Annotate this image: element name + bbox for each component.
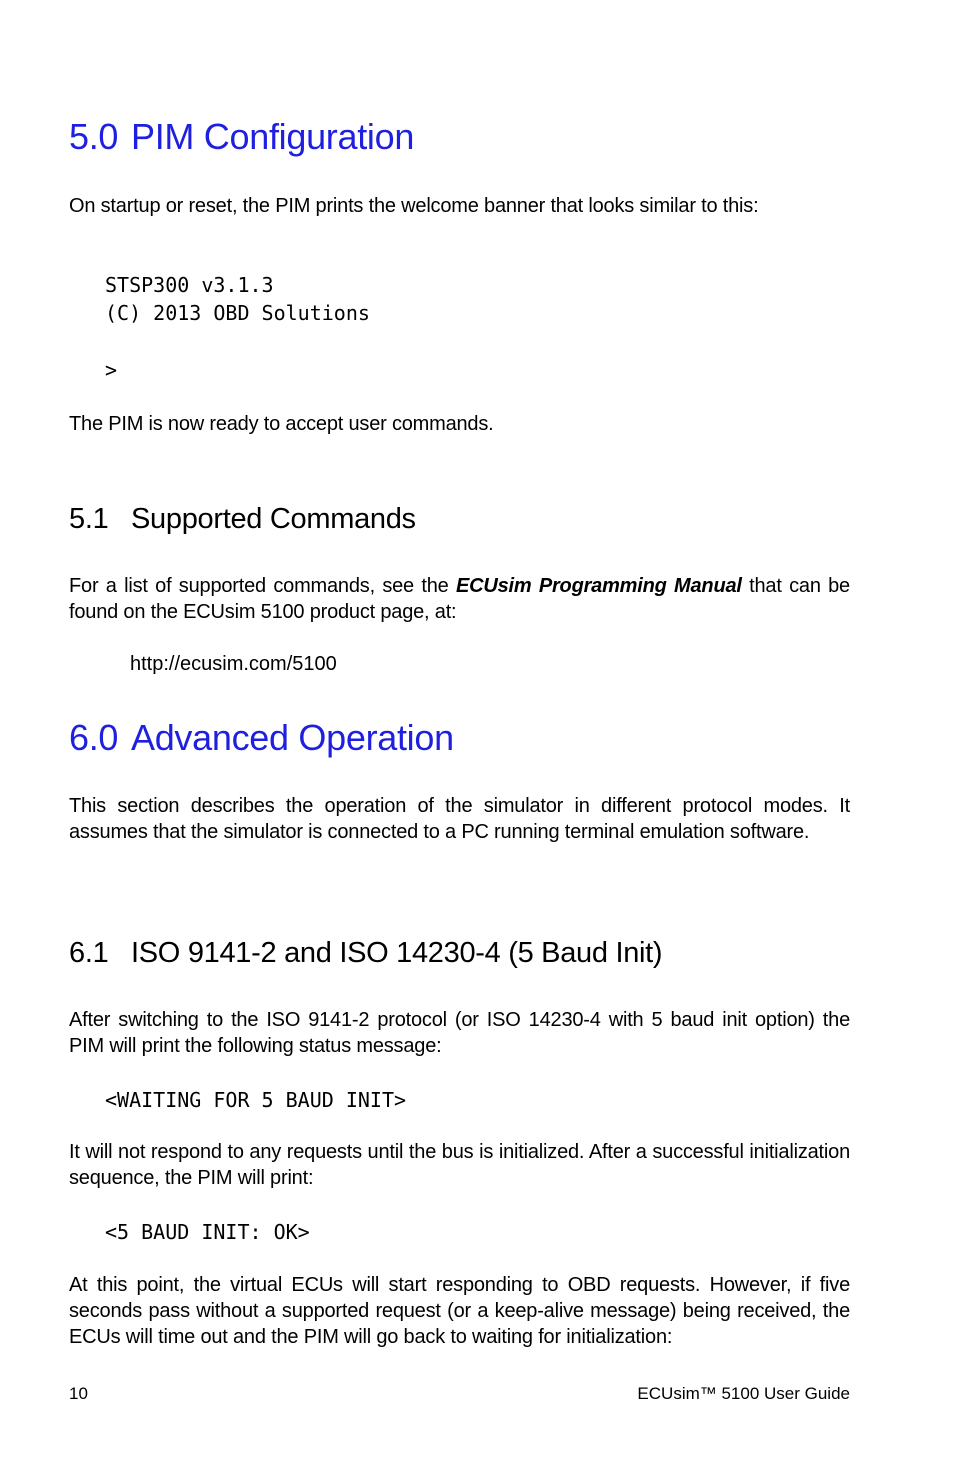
section-5-heading	[69, 116, 414, 158]
supported-commands-text-before: For a list of supported commands, see the	[69, 575, 456, 597]
page-number: 10	[69, 1384, 88, 1403]
section-5-title: PIM Configuration	[131, 116, 415, 157]
guide-title: ECUsim™ 5100 User Guide	[637, 1384, 850, 1403]
section-5-1-title: Supported Commands	[131, 503, 416, 535]
ready-message: The PIM is now ready to accept user commands.	[69, 413, 494, 435]
section-6-title: Advanced Operation	[131, 717, 454, 758]
section-6-1-title: ISO 9141-2 and ISO 14230-4 (5 Baud Init)	[131, 937, 663, 969]
welcome-banner-line-2: (C) 2013 OBD Solutions	[105, 301, 370, 325]
supported-commands-text-after: that can be found on the ECUsim 5100 product page, at:	[69, 575, 850, 623]
section-6-intro: This section describes the operation of the simulator in different protocol modes. It assumes that the simulator is connected to a PC running terminal emulation software.	[69, 795, 850, 843]
waiting-status-message: <WAITING FOR 5 BAUD INIT>	[105, 1088, 407, 1112]
section-5-intro: On startup or reset, the PIM prints the welcome banner that looks similar to this:	[69, 195, 759, 217]
welcome-banner-line-1: STSP300 v3.1.3	[105, 273, 274, 297]
section-6-heading	[69, 717, 454, 759]
product-page-link[interactable]: http://ecusim.com/5100	[130, 653, 337, 675]
timeout-paragraph: At this point, the virtual ECUs will start responding to OBD requests. However, if five seconds pass without a supported request (or a keep-alive message) being received, the ECUs will time out and the PIM will go back to waiting for initialization:	[69, 1274, 850, 1348]
section-6-1-heading	[69, 937, 662, 970]
init-paragraph: It will not respond to any requests until the bus is initialized. After a successful initialization sequence, the PIM will print:	[69, 1141, 850, 1189]
supported-commands-paragraph	[69, 573, 850, 625]
section-5-1-number: 5.1	[69, 503, 109, 535]
manual-name: ECUsim Programming Manual	[455, 575, 742, 597]
section-6-1-number: 6.1	[69, 937, 109, 969]
section-5-number: 5.0	[69, 116, 119, 157]
section-5-1-heading	[69, 503, 416, 536]
section-6-number: 6.0	[69, 717, 119, 758]
command-prompt: >	[105, 358, 118, 382]
iso-switch-paragraph: After switching to the ISO 9141-2 protocol (or ISO 14230-4 with 5 baud init option) the PIM will print the following status message:	[69, 1009, 850, 1057]
init-ok-message: <5 BAUD INIT: OK>	[105, 1220, 310, 1244]
